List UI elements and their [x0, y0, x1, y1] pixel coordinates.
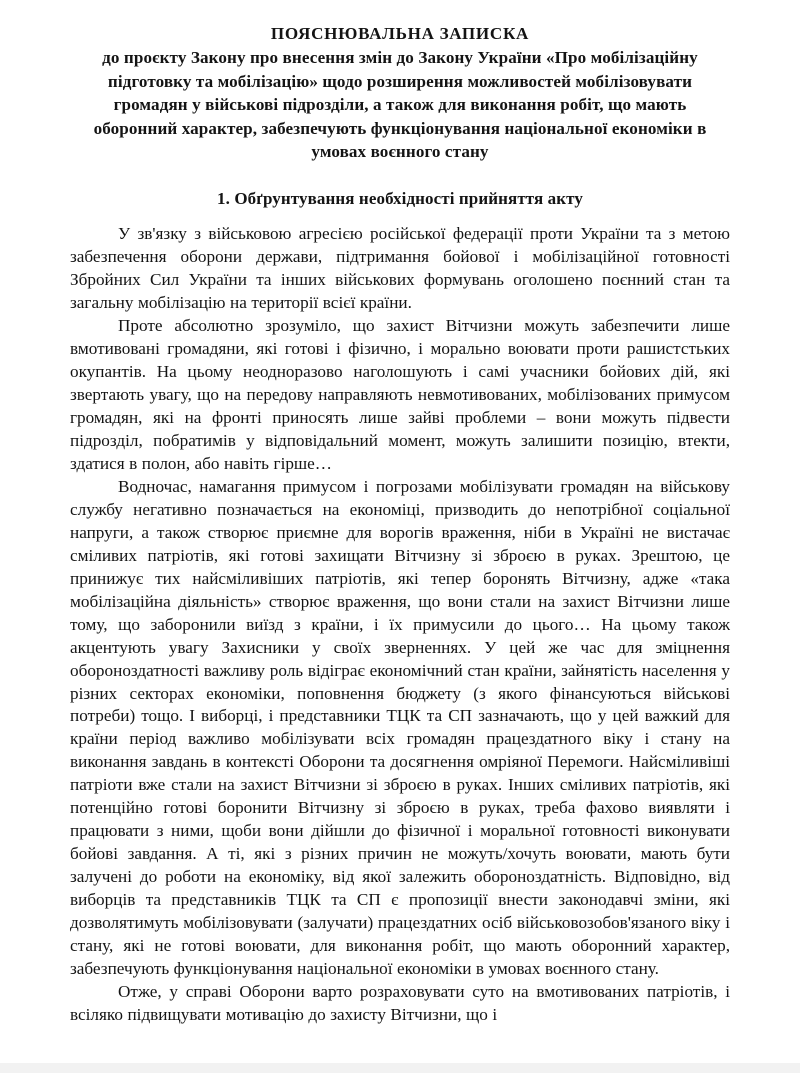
paragraph-3: Водночас, намагання примусом і погрозами мобілізувати громадян на військову службу негативно позначається на економіці, призводить до непотрібної соціальної напруги, а також створює приємне для ворогів враження, ніби в Україні не вистачає сміливих патріотів, які готові захищати Вітчизну зі зброєю в руках. Зрештою, це принижує тих найсміливіших патріотів, які тепер боронять Вітчизну, адже «така мобілізаційна діяльність» створює враження, що вони стали на захист Вітчизни лише тому, що заборонили виїзд з країни, і їх примусили до цього… На цьому також акцентують увагу Захисники у своїх зверненнях. У цей же час для зміцнення обороноздатності важливу роль відіграє економічний стан країни, зайнятість населення у різних секторах економіки, поповнення бюджету (з якого фінансуються військові потреби) тощо. І виборці, і представники ТЦК та СП зазначають, що у цей важкий для країни період важливо мобілізувати всіх громадян працездатного віку і стану на виконання завдань в контексті Оборони та досягнення омріяної Перемоги. Найсміливіші патріоти вже стали на захист Вітчизни зі зброєю в руках. Інших сміливих патріотів, які потенційно готові боронити Вітчизну зі зброєю в руках, треба фахово виявляти і працювати з ними, щоби вони дійшли до фізичної і моральної готовності виконувати бойові завдання. А ті, які з різних причин не можуть/хочуть воювати, мають бути залучені до роботи на економіку, від якої залежить обороноздатність. Відповідно, від виборців та представників ТЦК та СП є пропозиції внести законодавчі зміни, які дозволятимуть мобілізовувати (залучати) працездатних осіб військовозобов'язаного віку і стану, які не готові воювати, для виконання робіт, що мають оборонний характер, забезпечують функціонування національної економіки в умовах воєнного стану. [70, 476, 730, 978]
page-bottom-edge [0, 1063, 800, 1073]
document-body [70, 223, 730, 1026]
paragraph-1: У зв'язку з військовою агресією російської федерації проти України та з метою забезпечення оборони держави, підтримання бойової і мобілізаційної готовності Збройних Сил України та інших військових формувань оголошено поєнний стан та загальну мобілізацію на території всієї країни. [70, 224, 730, 313]
document-title-block [70, 22, 730, 163]
paragraph-2: Проте абсолютно зрозуміло, що захист Вітчизни можуть забезпечити лише вмотивовані громадяни, які готові і фізично, і морально воювати проти рашистстьких окупантів. На цьому неодноразово наголошують і самі учасники бойових дій, які звертають увагу, що на передову направляють невмотивованих, мобілізованих примусом громадян, які на фронті приносять лише зайві проблеми – вони можуть підвести підрозділ, побратимів у відповідальний момент, можуть залишити позицію, втекти, здатися в полон, або навіть гірше… [70, 316, 730, 473]
paragraph-4: Отже, у справі Оборони варто розраховувати суто на вмотивованих патріотів, і всіляко підвищувати мотивацію до захисту Вітчизни, що і [70, 981, 730, 1024]
document-subtitle: до проєкту Закону про внесення змін до Закону України «Про мобілізаційну підготовку та мобілізацію» щодо розширення можливостей мобілізовувати громадян у військові підрозділи, а також для виконання робіт, що мають оборонний характер, забезпечують функціонування національної економіки в умовах воєнного стану [93, 48, 707, 162]
section-heading: 1. Обґрунтування необхідності прийняття акту [217, 189, 583, 209]
document-title: ПОЯСНЮВАЛЬНА ЗАПИСКА [270, 24, 530, 43]
